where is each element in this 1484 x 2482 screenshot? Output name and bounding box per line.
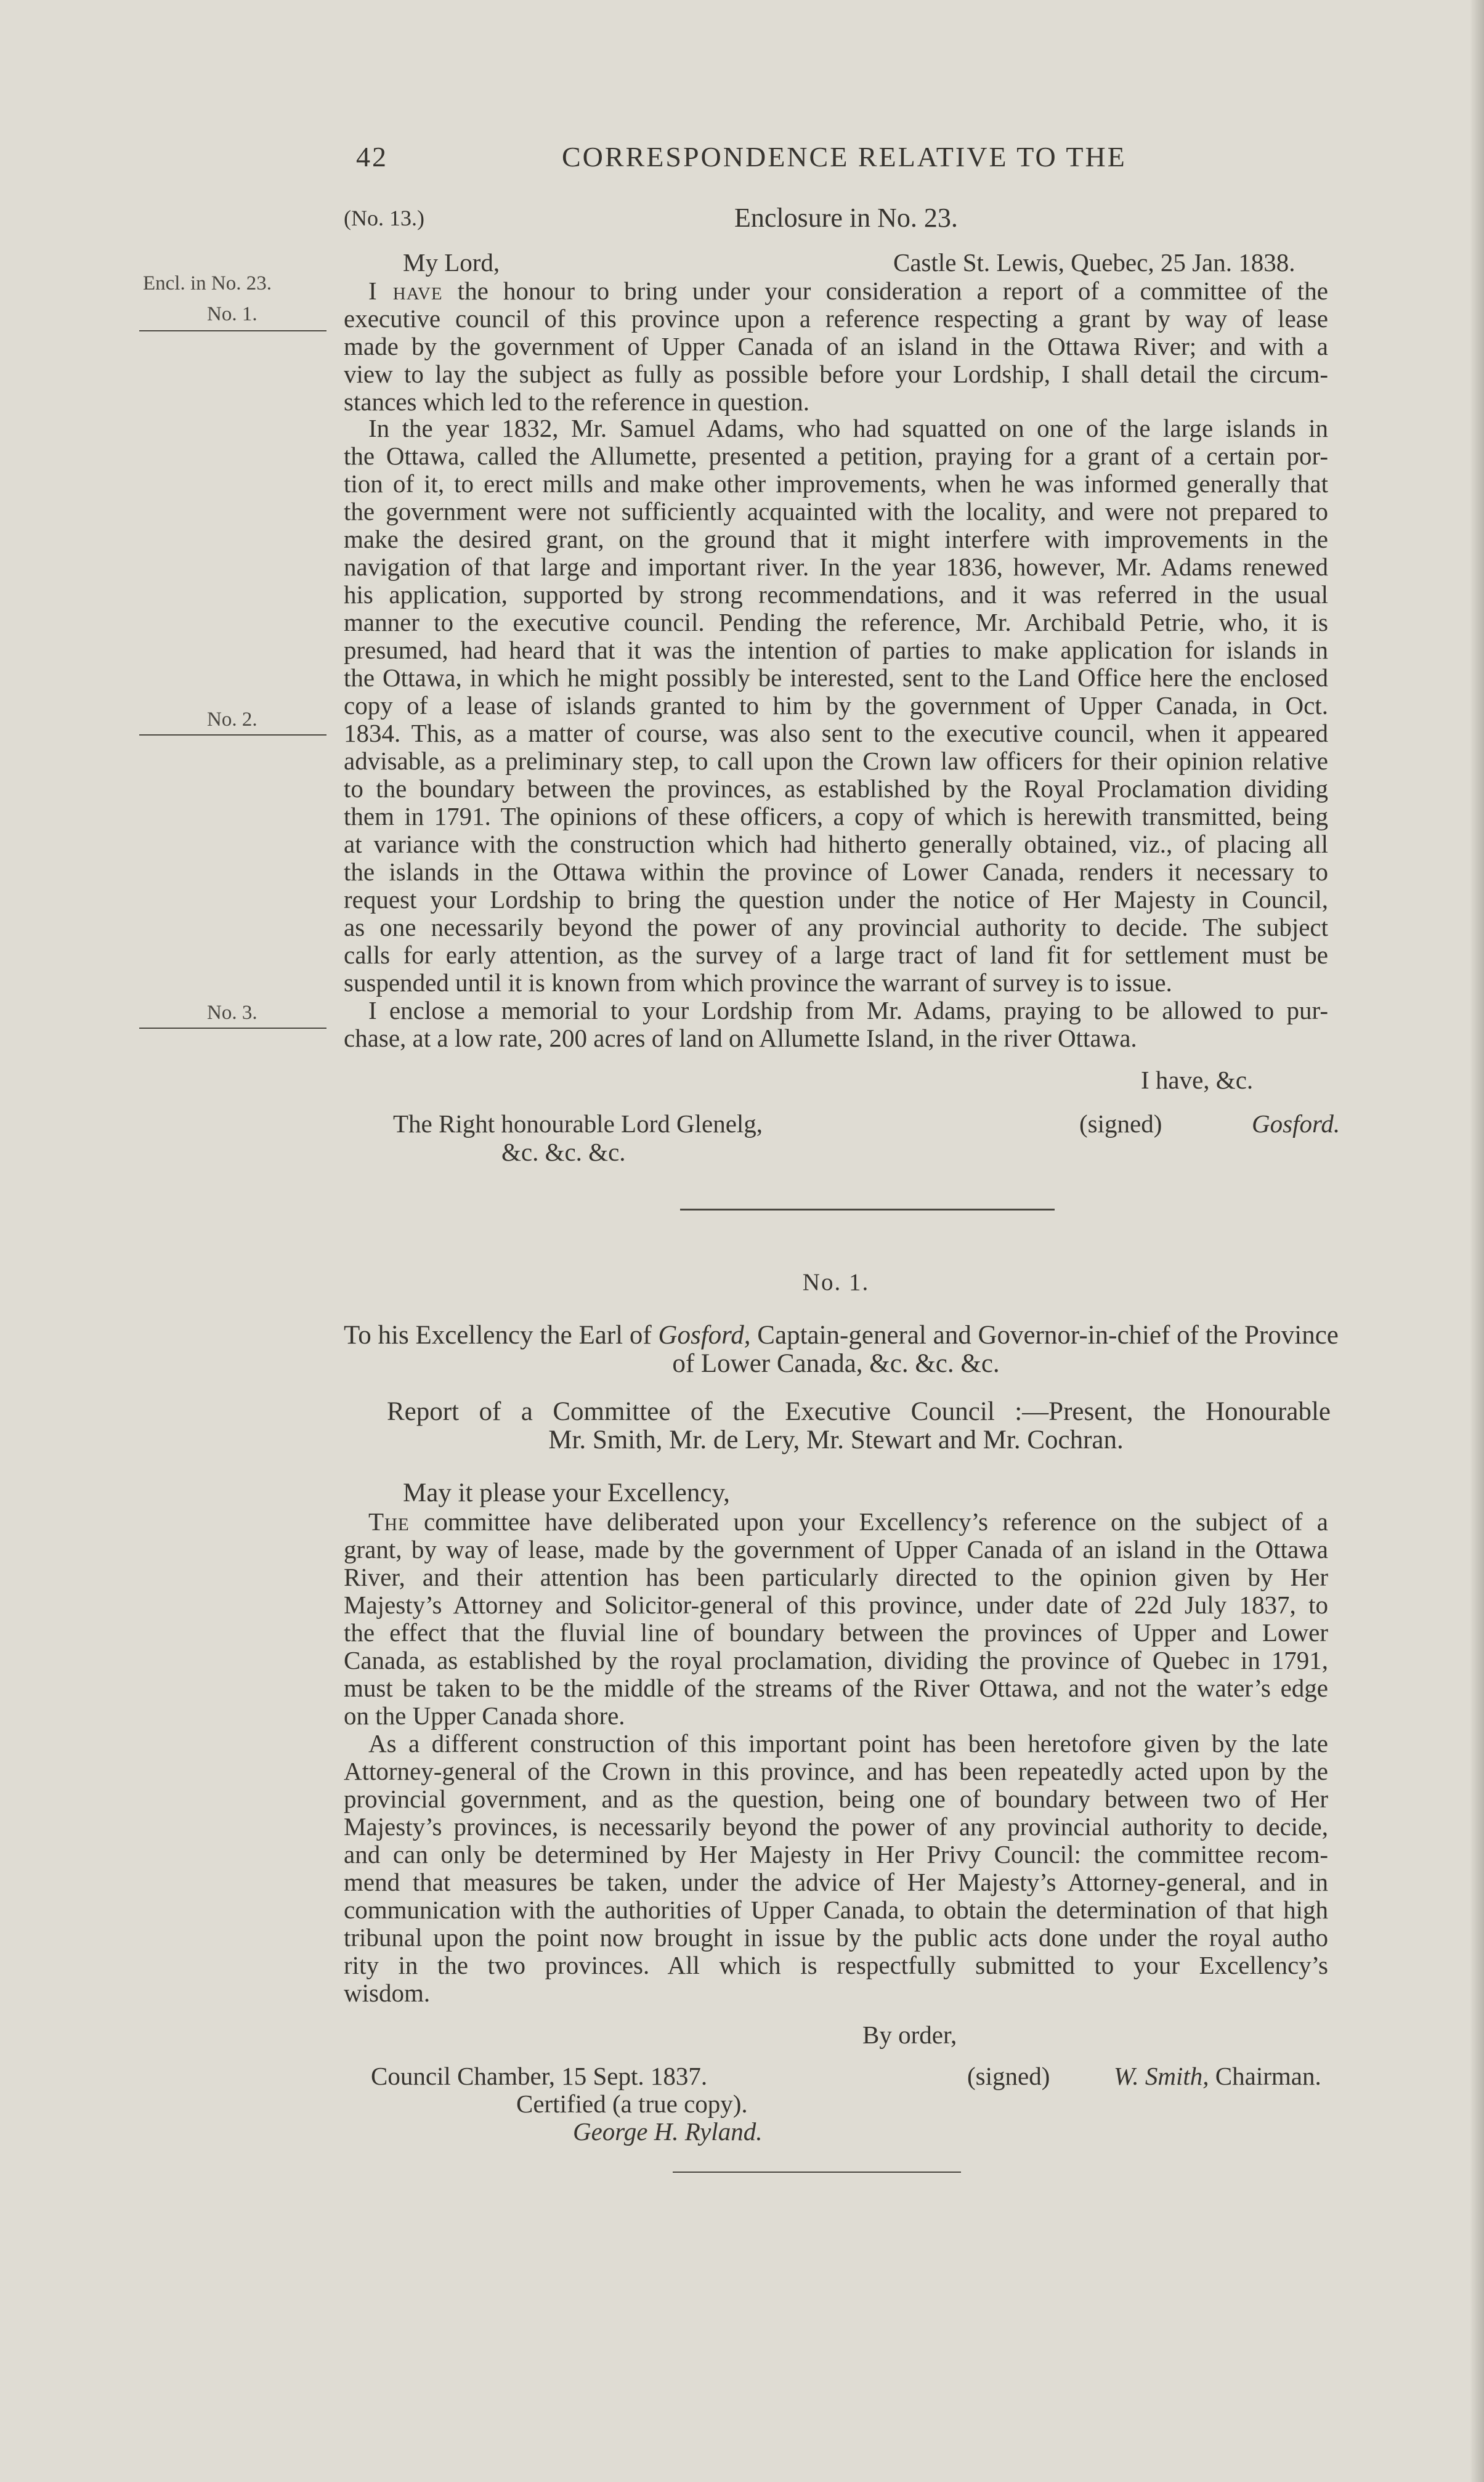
letter-paragraph-2-line: copy of a lease of islands granted to him by the government of Upper Canada, in Oct.: [344, 691, 1328, 720]
letter-addressee-etc: &c. &c. &c.: [501, 1138, 626, 1166]
margin-note-no2: No. 2.: [207, 708, 257, 731]
page-edge-shadow: [1470, 0, 1484, 2482]
letter-paragraph-2-line: presumed, had heard that it was the intention of parties to make application for islands in: [344, 636, 1328, 664]
certified-copy: Certified (a true copy).: [516, 2090, 748, 2118]
report-place-date: Council Chamber, 15 Sept. 1837.: [371, 2062, 708, 2090]
letter-addressee: The Right honourable Lord Glenelg,: [393, 1109, 763, 1138]
report-heading-line-2: Mr. Smith, Mr. de Lery, Mr. Stewart and Mr. Cochran.: [548, 1426, 1124, 1454]
letter-paragraph-1-line: made by the government of Upper Canada of an island in the Ottawa River; and with a: [344, 332, 1328, 360]
report-paragraph-2-line: Attorney-general of the Crown in this province, and has been repeatedly acted upon by the: [344, 1757, 1328, 1785]
section-rule: [680, 1209, 1055, 1211]
address-line-2: of Lower Canada, &c. &c. &c.: [672, 1349, 1000, 1378]
document-heading: No. 1.: [802, 1269, 870, 1296]
letter-signature: Gosford.: [1252, 1109, 1340, 1138]
report-paragraph-1-line: The committee have deliberated upon your Excellency’s reference on the subject of a: [368, 1507, 1329, 1536]
letter-paragraph-3-line: chase, at a low rate, 200 acres of land on Allumette Island, in the river Ottawa.: [344, 1024, 1137, 1052]
report-paragraph-2-line: wisdom.: [344, 1979, 431, 2007]
report-paragraph-2-line: provincial government, and as the question, being one of boundary between two of Her: [344, 1785, 1328, 1813]
letter-paragraph-2-line: manner to the executive council. Pending the reference, Mr. Archibald Petrie, who, it is: [344, 608, 1328, 636]
chairman-signature: W. Smith, Chairman.: [1114, 2062, 1321, 2090]
report-paragraph-2-line: and can only be determined by Her Majesty in Her Privy Council: the committee recom-: [344, 1840, 1328, 1868]
enclosure-title: Enclosure in No. 23.: [734, 203, 958, 233]
letter-salutation: My Lord,: [403, 248, 500, 277]
report-paragraph-1-line: Majesty’s Attorney and Solicitor-general of this province, under date of 22d July 1837, to: [344, 1591, 1328, 1619]
letter-signed-label: (signed): [1079, 1109, 1162, 1138]
report-paragraph-2-line: As a different construction of this important point has been heretofore given by the late: [368, 1729, 1328, 1758]
letter-paragraph-2-line: calls for early attention, as the survey of a large tract of land fit for settlement must be: [344, 941, 1328, 969]
letter-paragraph-2-line: at variance with the construction which had hitherto generally obtained, viz., of placing all: [344, 830, 1328, 858]
margin-note-no1: No. 1.: [207, 303, 257, 325]
report-paragraph-1-line: grant, by way of lease, made by the government of Upper Canada of an island in the Ottawa: [344, 1535, 1328, 1563]
margin-note-enclosure: Encl. in No. 23.: [143, 272, 272, 294]
letter-paragraph-2-line: 1834. This, as a matter of course, was also sent to the executive council, when it appeared: [344, 719, 1328, 747]
letter-paragraph-2-line: request your Lordship to bring the question under the notice of Her Majesty in Council,: [344, 885, 1328, 914]
letter-paragraph-1-line: stances which led to the reference in question.: [344, 387, 809, 416]
letter-paragraph-1-line: I have the honour to bring under your consideration a report of a committee of the: [368, 277, 1328, 305]
letter-opening-words: I have: [368, 277, 443, 305]
report-heading-line: Report of a Committee of the Executive Council :—Present, the Honourable: [387, 1397, 1331, 1426]
letter-paragraph-2-line: his application, supported by strong recommendations, and it was referred in the usual: [344, 580, 1328, 609]
report-paragraph-2-line: mend that measures be taken, under the advice of Her Majesty’s Attorney-general, and in: [344, 1868, 1328, 1896]
report-signed-label: (signed): [967, 2062, 1050, 2090]
letter-paragraph-2-line: the Ottawa, called the Allumette, presented a petition, praying for a grant of a certain por-: [344, 442, 1328, 470]
report-paragraph-1-line: River, and their attention has been particularly directed to the opinion given by Her: [344, 1563, 1328, 1591]
addressee-name: Gosford,: [658, 1321, 751, 1350]
address-line: To his Excellency the Earl of Gosford, Captain-general and Governor-in-chief of the Province: [344, 1321, 1339, 1350]
letter-paragraph-3-line: I enclose a memorial to your Lordship from Mr. Adams, praying to be allowed to pur-: [368, 996, 1328, 1024]
report-paragraph-1-line: Canada, as established by the royal proclamation, dividing the province of Quebec in 1791,: [344, 1646, 1328, 1674]
report-opening-word: The: [368, 1507, 410, 1536]
letter-paragraph-2-line: the islands in the Ottawa within the province of Lower Canada, renders it necessary to: [344, 858, 1328, 886]
letter-paragraph-2-line: them in 1791. The opinions of these officers, a copy of which is herewith transmitted, being: [344, 802, 1328, 830]
report-paragraph-2-line: rity in the two provinces. All which is respectfully submitted to your Excellency’s: [344, 1951, 1328, 1979]
letter-paragraph-2-line: tion of it, to erect mills and make other improvements, when he was informed generally that: [344, 469, 1328, 498]
letter-paragraph-2-line: to the boundary between the provinces, as established by the Royal Proclamation dividing: [344, 774, 1328, 803]
letter-paragraph-1-line: executive council of this province upon a reference respecting a grant by way of lease: [344, 304, 1328, 333]
page-number: 42: [356, 141, 388, 172]
margin-rule: [139, 734, 326, 736]
report-salutation: May it please your Excellency,: [403, 1478, 730, 1507]
by-order: By order,: [862, 2021, 957, 2049]
letter-paragraph-2-line: In the year 1832, Mr. Samuel Adams, who had squatted on one of the large islands in: [368, 414, 1328, 442]
letter-paragraph-2-line: navigation of that large and important river. In the year 1836, however, Mr. Adams renewed: [344, 553, 1328, 581]
report-paragraph-2-line: communication with the authorities of Upper Canada, to obtain the determination of that high: [344, 1896, 1328, 1924]
letter-paragraph-2-line: the Ottawa, in which he might possibly be interested, sent to the Land Office here the enclosed: [344, 663, 1328, 692]
letter-closing: I have, &c.: [1141, 1066, 1254, 1094]
running-title: CORRESPONDENCE RELATIVE TO THE: [562, 141, 1127, 172]
margin-rule: [139, 1028, 326, 1029]
letter-paragraph-1-line: view to lay the subject as fully as possible before your Lordship, I shall detail the circum-: [344, 360, 1328, 388]
letter-place-date: Castle St. Lewis, Quebec, 25 Jan. 1838.: [893, 248, 1295, 277]
letter-paragraph-2-line: the government were not sufficiently acquainted with the locality, and were not prepared to: [344, 497, 1328, 525]
margin-rule: [139, 330, 326, 331]
report-paragraph-1-line: on the Upper Canada shore.: [344, 1701, 625, 1730]
margin-note-no3: No. 3.: [207, 1002, 257, 1024]
report-paragraph-1-line: must be taken to be the middle of the streams of the River Ottawa, and not the water’s edge: [344, 1674, 1328, 1702]
closing-rule: [673, 2172, 961, 2173]
letter-paragraph-2-line: as one necessarily beyond the power of any provincial authority to decide. The subject: [344, 913, 1328, 941]
report-paragraph-2-line: tribunal upon the point now brought in issue by the public acts done under the royal autho: [344, 1923, 1328, 1952]
letter-paragraph-2-line: advisable, as a preliminary step, to call upon the Crown law officers for their opinion relative: [344, 747, 1328, 775]
letter-paragraph-2-line: suspended until it is known from which province the warrant of survey is to issue.: [344, 968, 1172, 997]
letter-paragraph-2-line: make the desired grant, on the ground that it might interfere with improvements in the: [344, 525, 1328, 553]
report-paragraph-2-line: Majesty’s provinces, is necessarily beyond the power of any provincial authority to decide,: [344, 1812, 1328, 1841]
enclosure-number: (No. 13.): [344, 206, 424, 230]
certifier-name: George H. Ryland.: [573, 2117, 763, 2146]
report-paragraph-1-line: the effect that the fluvial line of boundary between the provinces of Upper and Lower: [344, 1618, 1328, 1647]
